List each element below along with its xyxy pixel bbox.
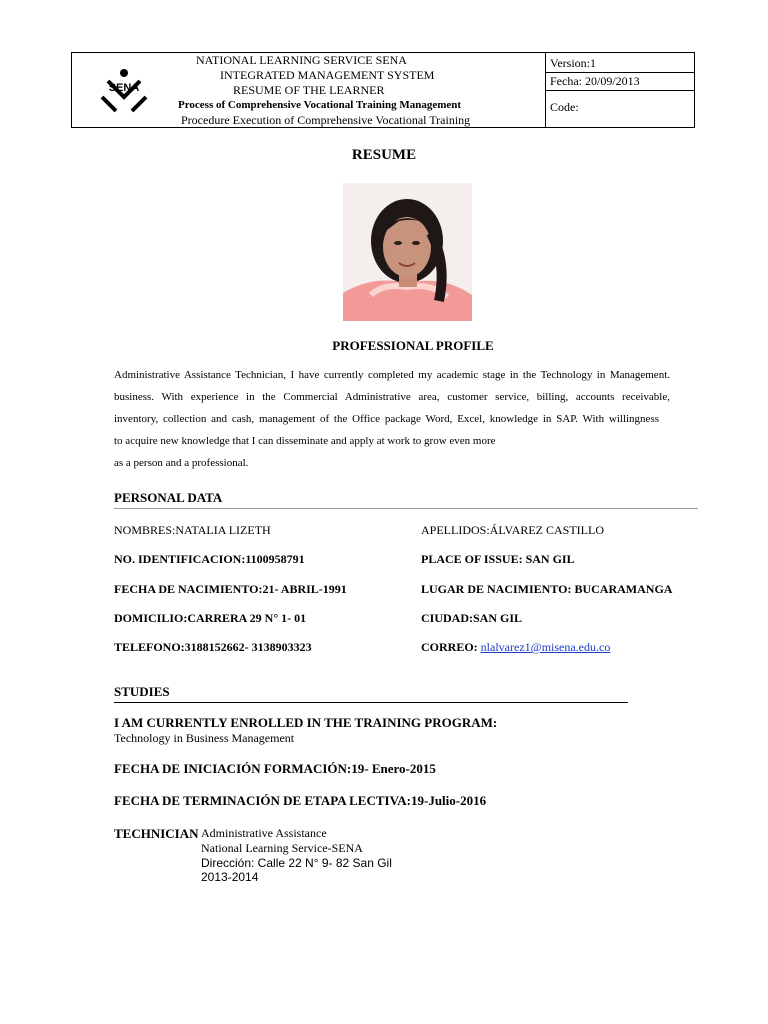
field-nombres: NOMBRES:NATALIA LIZETH — [114, 523, 271, 537]
field-place-issue: PLACE OF ISSUE: SAN GIL — [421, 552, 575, 566]
header-meta-cell — [546, 53, 694, 127]
profile-line-3: inventory, collection and cash, management of the Office package Word, Excel, knowledge in SAP. With willingness — [114, 413, 659, 425]
field-telefono: TELEFONO:3188152662- 3138903323 — [114, 640, 312, 654]
field-ciudad: CIUDAD:SAN GIL — [421, 611, 523, 625]
field-domicilio: DOMICILIO:CARRERA 29 N° 1- 01 — [114, 611, 307, 625]
studies-program: Technology in Business Management — [114, 731, 295, 745]
profile-heading: PROFESSIONAL PROFILE — [332, 338, 494, 353]
studies-institution: National Learning Service-SENA — [201, 841, 363, 855]
profile-line-2: business. With experience in the Commercial Administrative area, customer service, billing, accounts receivable, — [114, 391, 670, 403]
page-title: RESUME — [351, 147, 417, 163]
studies-heading: STUDIES — [114, 684, 170, 699]
profile-line-1: Administrative Assistance Technician, I have currently completed my academic stage in the Technology in Management. — [114, 369, 670, 381]
header-doc: RESUME OF THE LEARNER — [233, 83, 385, 97]
studies-direccion: Dirección: Calle 22 N° 9- 82 San Gil — [201, 856, 392, 870]
header-fecha: Fecha: 20/09/2013 — [546, 73, 694, 91]
studies-inicio: FECHA DE INICIACIÓN FORMACIÓN:19- Enero-2015 — [114, 761, 436, 776]
studies-years: 2013-2014 — [201, 870, 259, 884]
document-header — [71, 52, 695, 128]
header-procedure: Procedure Execution of Comprehensive Vocational Training — [181, 113, 471, 127]
studies-terminacion: FECHA DE TERMINACIÓN DE ETAPA LECTIVA:19-Julio-2016 — [114, 793, 487, 808]
email-link[interactable]: nlalvarez1@misena.edu.co — [480, 640, 611, 654]
profile-line-4: to acquire new knowledge that I can disseminate and apply at work to grow even more — [114, 435, 496, 447]
sena-logo-icon — [94, 67, 154, 113]
field-lugar-nacimiento: LUGAR DE NACIMIENTO: BUCARAMANGA — [421, 582, 673, 596]
personal-data-divider — [114, 508, 698, 509]
header-org: NATIONAL LEARNING SERVICE SENA — [196, 53, 407, 67]
field-apellidos: APELLIDOS:ÁLVAREZ CASTILLO — [421, 523, 605, 537]
field-correo — [421, 640, 610, 655]
logo-text: SENA — [108, 82, 140, 94]
header-system: INTEGRATED MANAGEMENT SYSTEM — [220, 68, 435, 82]
studies-enrolled: I AM CURRENTLY ENROLLED IN THE TRAINING PROGRAM: — [114, 715, 498, 730]
profile-photo — [343, 183, 472, 321]
studies-technician-label: TECHNICIAN — [114, 826, 199, 841]
correo-label: CORREO: — [421, 640, 478, 654]
field-nacimiento: FECHA DE NACIMIENTO:21- ABRIL-1991 — [114, 582, 347, 596]
header-process: Process of Comprehensive Vocational Training Management — [178, 99, 462, 111]
header-version: Version:1 — [546, 55, 694, 73]
header-code: Code: — [550, 100, 579, 114]
field-identificacion: NO. IDENTIFICACION:1100958791 — [114, 552, 305, 566]
profile-line-5: as a person and a professional. — [114, 457, 249, 469]
personal-data-heading: PERSONAL DATA — [114, 490, 223, 505]
header-title-cell — [72, 53, 546, 127]
studies-divider — [114, 702, 628, 703]
studies-technician-title: Administrative Assistance — [201, 826, 327, 840]
